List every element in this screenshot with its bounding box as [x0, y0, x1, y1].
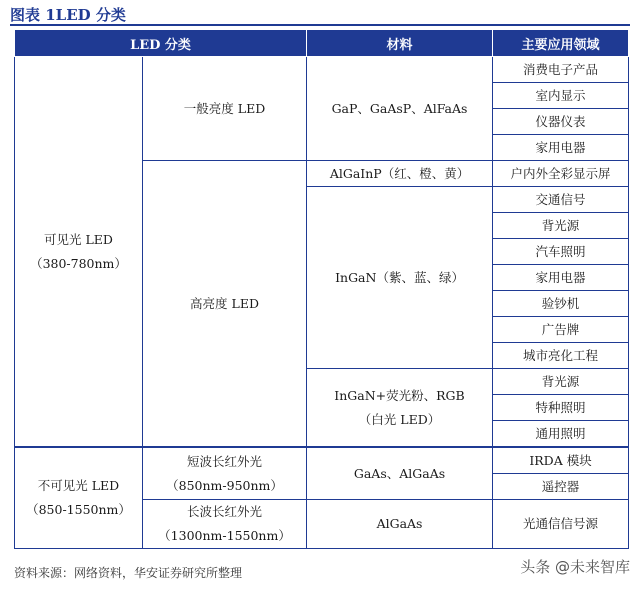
header-applications: 主要应用领域 — [493, 30, 629, 57]
application-cell: 汽车照明 — [493, 239, 629, 265]
invisible-led-cell — [15, 447, 143, 549]
material-algainp-cell: AlGaInP（红、橙、黄） — [307, 161, 493, 187]
visible-led-range: （380-780nm） — [30, 255, 127, 271]
application-cell: 户内外全彩显示屏 — [493, 161, 629, 187]
header-material: 材料 — [307, 30, 493, 57]
invisible-led-range: （850-1550nm） — [26, 502, 131, 517]
application-cell: 室内显示 — [493, 83, 629, 109]
application-cell: 背光源 — [493, 369, 629, 395]
general-brightness-cell: 一般亮度 LED — [143, 57, 307, 161]
application-cell: 城市亮化工程 — [493, 343, 629, 369]
short-wave-material-cell: GaAs、AlGaAs — [307, 447, 493, 500]
table-row — [15, 57, 629, 83]
application-cell: 消费电子产品 — [493, 57, 629, 83]
general-material-cell: GaP、GaAsP、AlFaAs — [307, 57, 493, 161]
figure-title: 图表 1LED 分类 — [10, 6, 126, 24]
application-cell: 特种照明 — [493, 395, 629, 421]
material-white-led-cell — [307, 369, 493, 448]
short-wave-ir-label: 短波长红外光 — [187, 453, 263, 469]
header-classification: LED 分类 — [15, 30, 307, 57]
title-divider — [10, 24, 630, 26]
application-cell: IRDA 模块 — [493, 447, 629, 474]
application-cell: 广告牌 — [493, 317, 629, 343]
application-cell: 遥控器 — [493, 474, 629, 500]
application-cell: 交通信号 — [493, 187, 629, 213]
long-wave-ir-cell — [143, 500, 307, 549]
long-wave-ir-label: 长波长红外光 — [187, 504, 263, 519]
invisible-led-label: 不可见光 LED — [37, 478, 120, 493]
watermark: 头条 @未来智库 — [520, 558, 630, 576]
short-wave-ir-range: （850nm-950nm） — [166, 477, 283, 493]
application-cell: 验钞机 — [493, 291, 629, 317]
application-cell: 背光源 — [493, 213, 629, 239]
table-row — [15, 447, 629, 474]
source-note: 资料来源：网络资料，华安证券研究所整理 — [14, 566, 243, 580]
material-white-led-line1: InGaN+荧光粉、RGB — [334, 387, 465, 403]
application-cell: 家用电器 — [493, 135, 629, 161]
application-cell: 仪器仪表 — [493, 109, 629, 135]
material-ingan-cell: InGaN（紫、蓝、绿） — [307, 187, 493, 369]
application-cell: 通用照明 — [493, 421, 629, 448]
high-brightness-cell: 高亮度 LED — [143, 161, 307, 448]
visible-led-cell — [15, 57, 143, 448]
application-cell: 光通信信号源 — [493, 500, 629, 549]
visible-led-label: 可见光 LED — [44, 231, 113, 247]
material-white-led-line2: （白光 LED） — [358, 411, 441, 427]
long-wave-material-cell: AlGaAs — [307, 500, 493, 549]
header-row — [15, 30, 629, 57]
application-cell: 家用电器 — [493, 265, 629, 291]
long-wave-ir-range: （1300nm-1550nm） — [158, 528, 291, 543]
short-wave-ir-cell — [143, 447, 307, 500]
led-classification-table — [14, 29, 629, 549]
